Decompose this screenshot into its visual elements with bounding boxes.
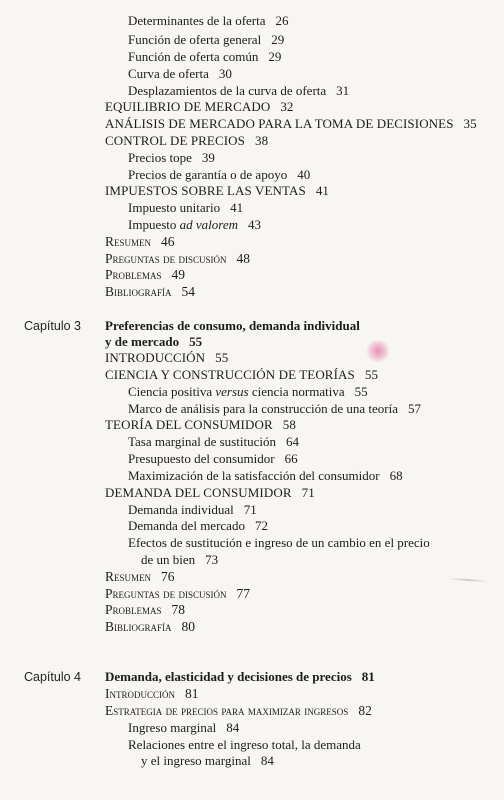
page-number: 31: [336, 83, 350, 98]
toc-entry-continued: y el ingreso marginal 84: [141, 753, 274, 768]
page-number: 48: [236, 251, 251, 266]
chapter-label: Capítulo 3: [24, 319, 81, 333]
page-number: 82: [358, 703, 372, 718]
page-number: 78: [171, 602, 186, 617]
page-number: 76: [161, 569, 175, 584]
page-number: 40: [297, 167, 311, 182]
chapter-title: Demanda, elasticidad y decisiones de precios 81: [105, 669, 375, 684]
page-number: 68: [389, 468, 403, 483]
page-number: 81: [361, 669, 375, 684]
page-number: 57: [408, 401, 421, 416]
page-number: 81: [185, 686, 199, 701]
page-number: 55: [189, 334, 203, 349]
page-number: 29: [268, 49, 282, 64]
page-number: 80: [181, 619, 196, 634]
toc-entry: Marco de análisis para la construcción de una teoría 57: [128, 401, 421, 416]
page-number: 35: [463, 116, 477, 131]
page-number: 84: [260, 753, 274, 768]
toc-section: ANÁLISIS DE MERCADO PARA LA TOMA DE DECISIONES 35: [105, 116, 477, 131]
page-number: 55: [364, 367, 379, 382]
page-number: 73: [205, 552, 219, 567]
page-number: 64: [285, 434, 299, 449]
toc-entry: Demanda individual 71: [128, 502, 257, 517]
toc-entry: Presupuesto del consumidor 66: [128, 451, 298, 466]
page-number: 29: [271, 32, 285, 47]
ink-spot: [366, 340, 390, 362]
toc-entry: Efectos de sustitución e ingreso de un cambio en el precio: [128, 535, 430, 550]
page-number: 77: [236, 586, 251, 601]
page-number: 32: [280, 99, 294, 114]
toc-section: Estrategia de precios para maximizar ingresos 82: [105, 703, 372, 718]
toc-section: Preguntas de discusión 48: [105, 251, 251, 266]
toc-entry: Demanda del mercado 72: [128, 518, 268, 533]
toc-entry: Determinantes de la oferta 26: [128, 13, 289, 28]
toc-section: Problemas 78: [105, 602, 186, 617]
page-number: 38: [255, 133, 269, 148]
page-number: 49: [171, 267, 186, 282]
toc-entry: Función de oferta general 29: [128, 32, 285, 47]
page-number: 55: [354, 384, 368, 399]
chapter-title-continued: y de mercado 55: [105, 334, 203, 349]
page-number: 55: [215, 350, 229, 365]
toc-section: Introducción 81: [105, 686, 199, 701]
toc-entry: Relaciones entre el ingreso total, la demanda: [128, 737, 361, 752]
page-number: 46: [161, 234, 175, 249]
page-number: 54: [181, 284, 196, 299]
page-number: 72: [254, 518, 268, 533]
toc-entry: Función de oferta común 29: [128, 49, 282, 64]
toc-entry: Ingreso marginal 84: [128, 720, 240, 735]
toc-section: Problemas 49: [105, 267, 186, 282]
toc-entry-continued: de un bien 73: [141, 552, 219, 567]
page-number: 58: [282, 417, 296, 432]
toc-section: IMPUESTOS SOBRE LAS VENTAS 41: [105, 183, 330, 198]
toc-section: CONTROL DE PRECIOS 38: [105, 133, 269, 148]
toc-entry: Tasa marginal de sustitución 64: [128, 434, 299, 449]
toc-section: Resumen 76: [105, 569, 175, 584]
scan-smudge: [448, 578, 488, 583]
toc-section: CIENCIA Y CONSTRUCCIÓN DE TEORÍAS 55: [105, 367, 379, 382]
toc-section: Resumen 46: [105, 234, 175, 249]
toc-entry: Impuesto unitario 41: [128, 200, 244, 215]
toc-section: Preguntas de discusión 77: [105, 586, 251, 601]
toc-entry: Maximización de la satisfacción del consumidor 68: [128, 468, 403, 483]
page-number: 43: [248, 217, 262, 232]
page-number: 71: [301, 485, 315, 500]
toc-section: Bibliografía 80: [105, 619, 196, 634]
toc-entry: Precios tope 39: [128, 150, 215, 165]
chapter-label: Capítulo 4: [24, 670, 81, 684]
page-number: 66: [284, 451, 298, 466]
toc-section: EQUILIBRIO DE MERCADO 32: [105, 99, 294, 114]
toc-entry: Desplazamientos de la curva de oferta 31: [128, 83, 350, 98]
page-number: 84: [226, 720, 240, 735]
toc-section: Bibliografía 54: [105, 284, 196, 299]
toc-section: TEORÍA DEL CONSUMIDOR 58: [105, 417, 296, 432]
toc-entry: Impuesto ad valorem 43: [128, 217, 262, 232]
page-number: 41: [315, 183, 330, 198]
toc-section: INTRODUCCIÓN 55: [105, 350, 229, 365]
page-number: 39: [201, 150, 215, 165]
toc-entry: Curva de oferta 30: [128, 66, 232, 81]
page-number: 71: [243, 502, 257, 517]
toc-entry: Ciencia positiva versus ciencia normativa 55: [128, 384, 368, 399]
page-number: 41: [230, 200, 244, 215]
page-number: 30: [218, 66, 232, 81]
page-number: 26: [275, 13, 289, 28]
chapter-title: Preferencias de consumo, demanda individual: [105, 318, 360, 333]
toc-section: DEMANDA DEL CONSUMIDOR 71: [105, 485, 315, 500]
toc-entry: Precios de garantía o de apoyo 40: [128, 167, 311, 182]
